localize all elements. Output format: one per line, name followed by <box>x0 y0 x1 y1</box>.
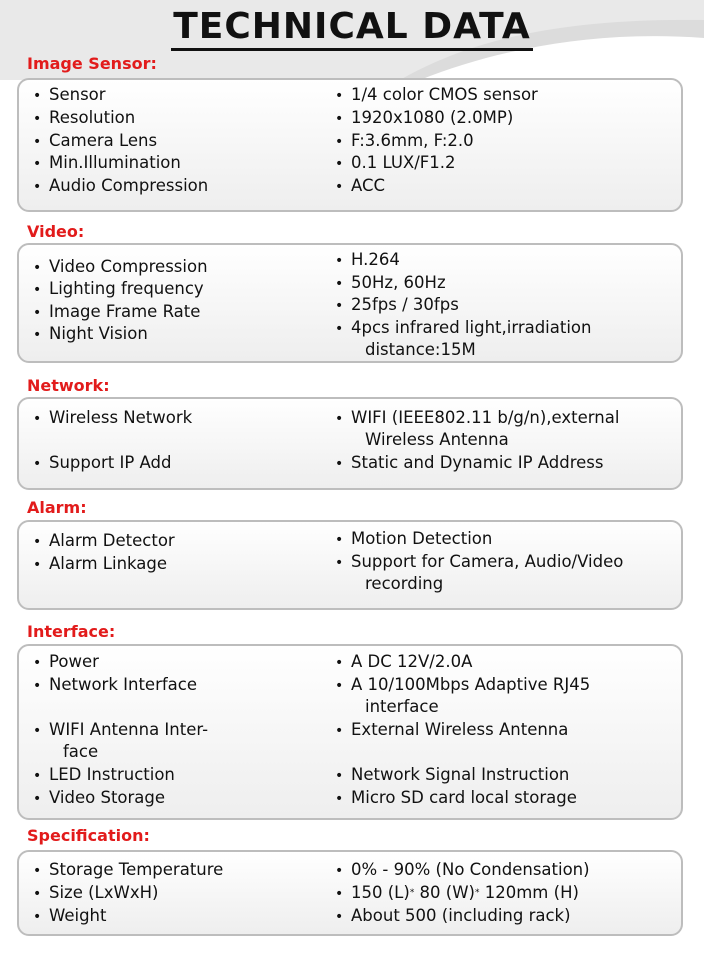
bullet: • <box>33 655 42 671</box>
spec-value: • 4pcs infrared light,irradiation <box>335 317 675 341</box>
bullet: • <box>335 886 344 902</box>
bullet: • <box>33 456 42 472</box>
spec-value: • Network Signal Instruction <box>335 764 675 788</box>
bullet: • <box>335 411 344 427</box>
spec-label: Resolution <box>49 108 136 127</box>
spec-value: 1920x1080 (2.0MP) <box>351 108 514 127</box>
spec-label: • WIFI Antenna Inter- <box>33 719 318 743</box>
bullet: • <box>33 678 42 694</box>
bullet: • <box>335 88 344 104</box>
spec-value: • Static and Dynamic IP Address <box>335 452 675 476</box>
spec-value: • 50Hz, 60Hz <box>335 272 675 296</box>
spec-label: • Image Frame Rate <box>33 301 318 325</box>
bullet: • <box>335 532 344 548</box>
bullet: • <box>33 723 42 739</box>
spec-label: • Lighting frequency <box>33 278 318 302</box>
bullet: • <box>33 863 42 879</box>
spec-value: F:3.6mm, F:2.0 <box>351 131 474 150</box>
bullet: • <box>33 111 42 127</box>
spec-value: • About 500 (including rack) <box>335 905 675 929</box>
spec-label: Sensor <box>49 85 106 104</box>
bullet: • <box>335 723 344 739</box>
section-heading: Image Sensor: <box>27 54 157 73</box>
spec-label: • Alarm Linkage <box>33 553 318 577</box>
spec-box <box>17 243 683 363</box>
bullet: • <box>335 456 344 472</box>
bullet: • <box>33 534 42 550</box>
bullet: • <box>335 791 344 807</box>
section-heading: Specification: <box>27 826 150 845</box>
spec-label: • Video Compression <box>33 256 318 280</box>
bullet: • <box>33 909 42 925</box>
spec-label: Camera Lens <box>49 131 158 150</box>
spec-value: • External Wireless Antenna <box>335 719 675 743</box>
spec-box <box>17 397 683 490</box>
spec-value: • A 10/100Mbps Adaptive RJ45 <box>335 674 675 698</box>
bullet: • <box>33 179 42 195</box>
bullet: • <box>335 768 344 784</box>
spec-value: 0.1 LUX/F1.2 <box>351 153 456 172</box>
spec-label: • Weight <box>33 905 318 929</box>
spec-box <box>17 78 683 212</box>
bullet: • <box>335 655 344 671</box>
spec-label: • Size (LxWxH) <box>33 882 318 906</box>
spec-label: • LED Instruction <box>33 764 318 788</box>
bullet: • <box>335 321 344 337</box>
spec-value: • Support for Camera, Audio/Video <box>335 551 675 575</box>
spec-value: • Motion Detection <box>335 528 675 552</box>
spec-value: 1/4 color CMOS sensor <box>351 85 538 104</box>
page-title: TECHNICAL DATA <box>171 6 533 51</box>
section-heading: Network: <box>27 376 110 395</box>
spec-value-continuation: distance:15M <box>365 340 476 359</box>
bullet: • <box>335 678 344 694</box>
bullet: • <box>33 305 42 321</box>
bullet: • <box>335 111 344 127</box>
section-heading: Interface: <box>27 622 116 641</box>
bullet: • <box>33 88 42 104</box>
spec-value: • 150 (L)* 80 (W)* 120mm (H) <box>335 882 675 906</box>
bullet: • <box>33 156 42 172</box>
bullet: • <box>33 327 42 343</box>
spec-value: • A DC 12V/2.0A <box>335 651 675 675</box>
spec-value-continuation: Wireless Antenna <box>365 430 509 449</box>
spec-value: • 0% - 90% (No Condensation) <box>335 859 675 883</box>
spec-label: Audio Compression <box>49 176 209 195</box>
bullet: • <box>335 134 344 150</box>
spec-label: • Wireless Network <box>33 407 318 431</box>
bullet: • <box>335 253 344 269</box>
spec-value: • 25fps / 30fps <box>335 294 675 318</box>
bullet: • <box>33 557 42 573</box>
spec-value-continuation: recording <box>365 574 444 593</box>
spec-value: ACC <box>351 176 386 195</box>
spec-box <box>17 520 683 610</box>
spec-label: • Night Vision <box>33 323 318 347</box>
spec-value: • H.264 <box>335 249 675 273</box>
spec-label: • Video Storage <box>33 787 318 811</box>
title-container <box>0 6 704 51</box>
spec-label-continuation: face <box>63 742 99 761</box>
spec-label: • Power <box>33 651 318 675</box>
spec-label: • Storage Temperature <box>33 859 318 883</box>
spec-label: • Support IP Add <box>33 452 318 476</box>
spec-box <box>17 850 683 936</box>
bullet: • <box>33 134 42 150</box>
bullet: • <box>335 909 344 925</box>
bullet: • <box>335 298 344 314</box>
bullet: • <box>335 156 344 172</box>
spec-value-continuation: interface <box>365 697 439 716</box>
spec-label: • Alarm Detector <box>33 530 318 554</box>
bullet: • <box>33 791 42 807</box>
spec-box <box>17 644 683 820</box>
bullet: • <box>33 768 42 784</box>
bullet: • <box>33 282 42 298</box>
spec-label: Min.Illumination <box>49 153 181 172</box>
bullet: • <box>335 555 344 571</box>
bullet: • <box>33 411 42 427</box>
bullet: • <box>33 260 42 276</box>
section-heading: Alarm: <box>27 498 87 517</box>
bullet: • <box>335 863 344 879</box>
spec-label: • Network Interface <box>33 674 318 698</box>
bullet: • <box>335 276 344 292</box>
spec-value: • WIFI (IEEE802.11 b/g/n),external <box>335 407 675 431</box>
bullet: • <box>335 179 344 195</box>
spec-value: • Micro SD card local storage <box>335 787 675 811</box>
bullet: • <box>33 886 42 902</box>
section-heading: Video: <box>27 222 85 241</box>
